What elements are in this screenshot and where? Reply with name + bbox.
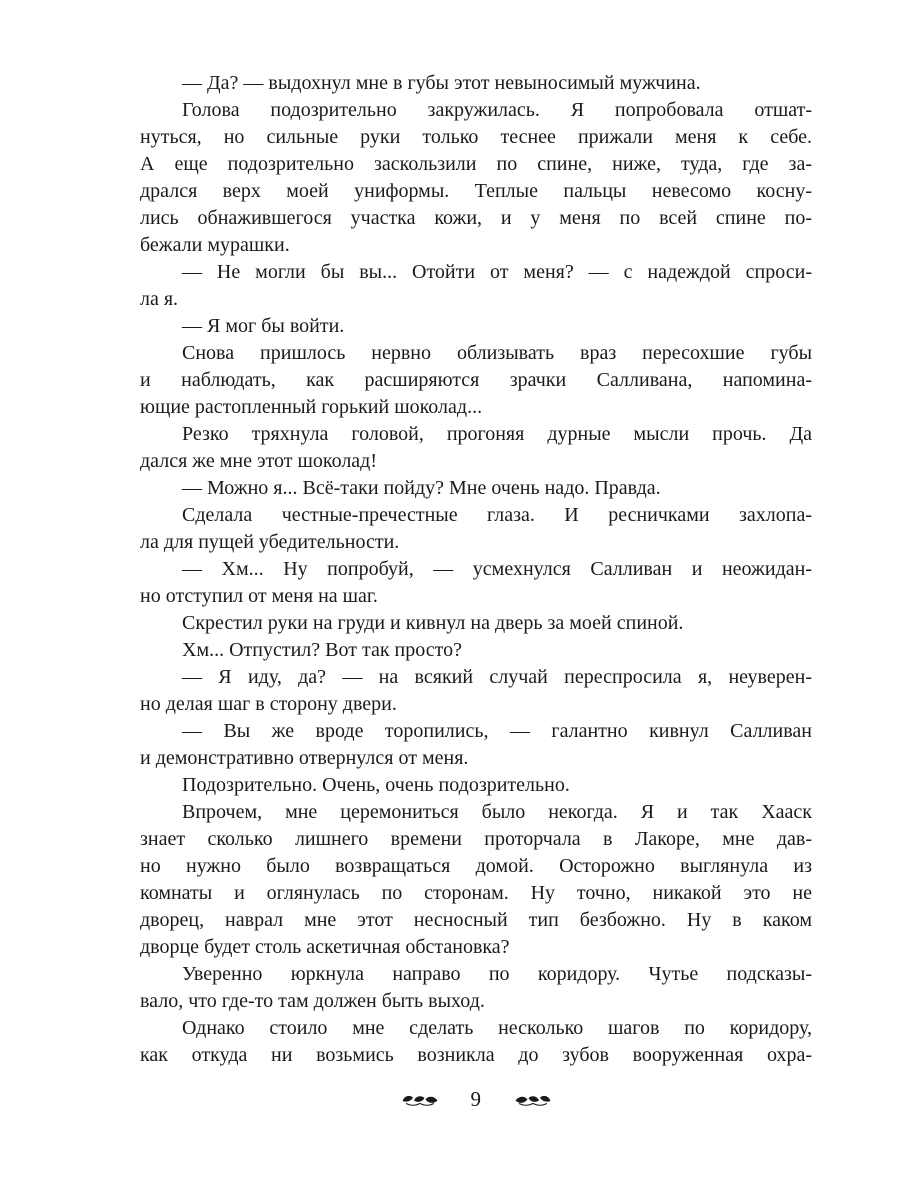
- text-line: ла я.: [140, 288, 179, 310]
- text-line: как откуда ни возьмись возникла до зубов вооруженная охра-: [140, 1044, 812, 1066]
- text-line: А еще подозрительно заскользили по спине, ниже, туда, где за-: [140, 153, 812, 175]
- text-line: бежали мурашки.: [140, 234, 290, 256]
- text-line: — Вы же вроде торопились, — галантно кивнул Салливан: [182, 720, 812, 742]
- text-line: Уверенно юркнула направо по коридору. Чутье подсказы-: [182, 963, 812, 985]
- text-line: — Можно я... Всё-таки пойду? Мне очень надо. Правда.: [182, 477, 661, 499]
- text-line: Скрестил руки на груди и кивнул на дверь за моей спиной.: [182, 612, 684, 634]
- text-line: — Я мог бы войти.: [182, 315, 345, 337]
- text-line: — Хм... Ну попробуй, — усмехнулся Салливан и неожидан-: [182, 558, 812, 580]
- text-line: ющие растопленный горький шоколад...: [140, 396, 483, 418]
- vine-fleuron-right-icon: [514, 1091, 552, 1107]
- text-line: дался же мне этот шоколад!: [140, 450, 378, 472]
- text-line: Резко тряхнула головой, прогоняя дурные мысли прочь. Да: [182, 423, 812, 445]
- text-line: дворце будет столь аскетичная обстановка?: [140, 936, 510, 958]
- text-line: но нужно было возвращаться домой. Осторожно выглянула из: [140, 855, 812, 877]
- text-line: и наблюдать, как расширяются зрачки Салливана, напомина-: [140, 369, 812, 391]
- text-line: вало, что где-то там должен быть выход.: [140, 990, 485, 1012]
- text-line: Сделала честные-пречестные глаза. И ресничками захлопа-: [182, 504, 812, 526]
- text-block: [140, 70, 812, 1069]
- text-line: Хм... Отпустил? Вот так просто?: [182, 639, 462, 661]
- text-line: знает сколько лишнего времени проторчала в Лакоре, мне дав-: [140, 828, 812, 850]
- text-line: нуться, но сильные руки только теснее прижали меня к себе.: [140, 126, 812, 148]
- text-line: — Да? — выдохнул мне в губы этот невыносимый мужчина.: [182, 72, 701, 94]
- text-line: ла для пущей убедительности.: [140, 531, 400, 553]
- text-line: но делая шаг в сторону двери.: [140, 693, 397, 715]
- text-line: — Я иду, да? — на всякий случай переспросила я, неуверен-: [182, 666, 812, 688]
- text-line: лись обнажившегося участка кожи, и у меня по всей спине по-: [140, 207, 812, 229]
- page-footer: [140, 1083, 812, 1115]
- text-line: дрался верх моей униформы. Теплые пальцы невесомо косну-: [140, 180, 812, 202]
- text-line: Голова подозрительно закружилась. Я попробовала отшат-: [182, 99, 812, 121]
- page-number: 9: [470, 1086, 482, 1111]
- text-line: и демонстративно отвернулся от меня.: [140, 747, 469, 769]
- text-line: комнаты и оглянулась по сторонам. Ну точно, никакой это не: [140, 882, 812, 904]
- vine-fleuron-left-icon: [401, 1091, 439, 1107]
- text-line: дворец, наврал мне этот несносный тип безбожно. Ну в каком: [140, 909, 812, 931]
- text-line: но отступил от меня на шаг.: [140, 585, 378, 607]
- text-line: Однако стоило мне сделать несколько шагов по коридору,: [182, 1017, 812, 1039]
- text-line: Снова пришлось нервно облизывать враз пересохшие губы: [182, 342, 812, 364]
- text-line: — Не могли бы вы... Отойти от меня? — с надеждой спроси-: [182, 261, 812, 283]
- text-line: Впрочем, мне церемониться было некогда. Я и так Хааск: [182, 801, 812, 823]
- text-line: Подозрительно. Очень, очень подозрительно.: [182, 774, 570, 796]
